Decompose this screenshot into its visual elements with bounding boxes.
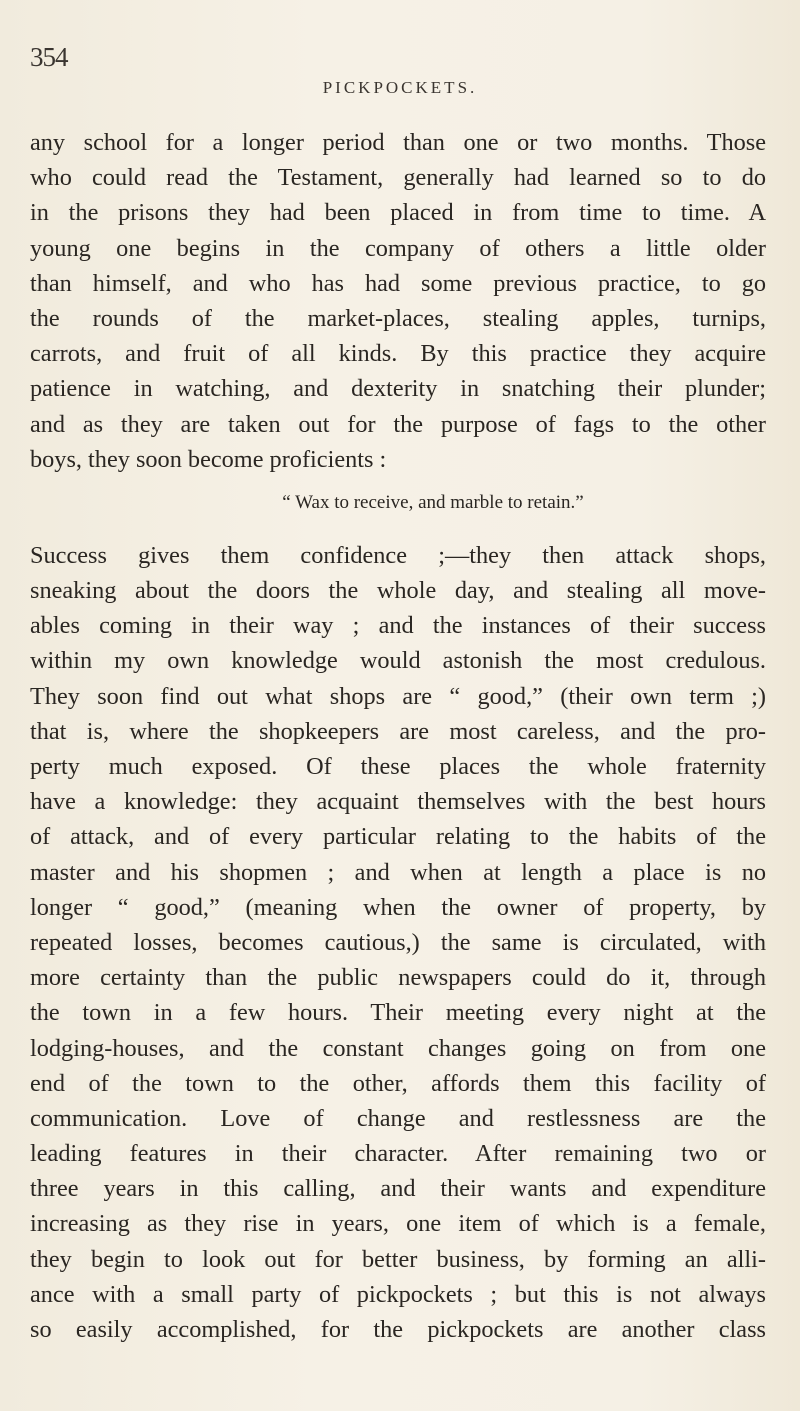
paragraph-2 xyxy=(30,538,766,1347)
text-line: that is, where the shopkeepers are most careless, and the pro- xyxy=(30,717,766,745)
text-line: have a knowledge: they acquaint themselves with the best hours xyxy=(30,788,766,816)
text-line: so easily accomplished, for the pickpockets are another class xyxy=(30,1316,766,1343)
text-line: repeated losses, becomes cautious,) the same is circulated, with xyxy=(30,928,766,956)
body-text xyxy=(30,125,766,1347)
text-line: than himself, and who has had some previous practice, to go xyxy=(30,269,766,297)
text-line: perty much exposed. Of these places the whole fraternity xyxy=(30,753,766,780)
text-line: young one begins in the company of others a little older xyxy=(30,234,766,262)
paragraph-1 xyxy=(30,125,766,477)
text-line: they begin to look out for better business, by forming an alli- xyxy=(30,1245,766,1273)
text-line: ance with a small party of pickpockets ; but this is not always xyxy=(30,1280,766,1308)
text-line: patience in watching, and dexterity in snatching their plunder; xyxy=(30,375,766,403)
page-number: 354 xyxy=(30,42,68,72)
text-line: longer “ good,” (meaning when the owner of property, by xyxy=(30,893,766,921)
text-line: sneaking about the doors the whole day, and stealing all move- xyxy=(30,577,766,605)
text-line: and as they are taken out for the purpose of fags to the other xyxy=(30,410,766,438)
block-quote: “ Wax to receive, and marble to retain.” xyxy=(282,491,584,513)
text-line: the rounds of the market-places, stealing apples, turnips, xyxy=(30,304,766,332)
text-line: Success gives them confidence ;—they then attack shops, xyxy=(30,541,766,569)
text-line: in the prisons they had been placed in from time to time. A xyxy=(30,199,766,227)
text-line: more certainty than the public newspapers could do it, through xyxy=(30,964,766,992)
text-line: end of the town to the other, affords them this facility of xyxy=(30,1069,766,1097)
text-line: They soon find out what shops are “ good,” (their own term ;) xyxy=(30,682,766,710)
text-line: carrots, and fruit of all kinds. By this practice they acquire xyxy=(30,340,766,368)
text-line: leading features in their character. After remaining two or xyxy=(30,1140,766,1168)
text-line: master and his shopmen ; and when at length a place is no xyxy=(30,858,766,886)
running-head: PICKPOCKETS. xyxy=(322,78,478,97)
text-line: any school for a longer period than one or two months. Those xyxy=(30,129,766,156)
text-line: increasing as they rise in years, one item of which is a female, xyxy=(30,1210,766,1238)
text-line: three years in this calling, and their wants and expenditure xyxy=(30,1175,766,1203)
text-line: within my own knowledge would astonish the most credulous. xyxy=(30,647,766,675)
text-line: ables coming in their way ; and the instances of their success xyxy=(30,612,766,640)
text-line: the town in a few hours. Their meeting every night at the xyxy=(30,999,766,1027)
text-line: who could read the Testament, generally had learned so to do xyxy=(30,164,766,192)
text-line: of attack, and of every particular relating to the habits of the xyxy=(30,823,766,851)
text-line: boys, they soon become proficients : xyxy=(30,445,387,473)
text-line: communication. Love of change and restlessness are the xyxy=(30,1104,766,1132)
text-line: lodging-houses, and the constant changes going on from one xyxy=(30,1034,766,1062)
